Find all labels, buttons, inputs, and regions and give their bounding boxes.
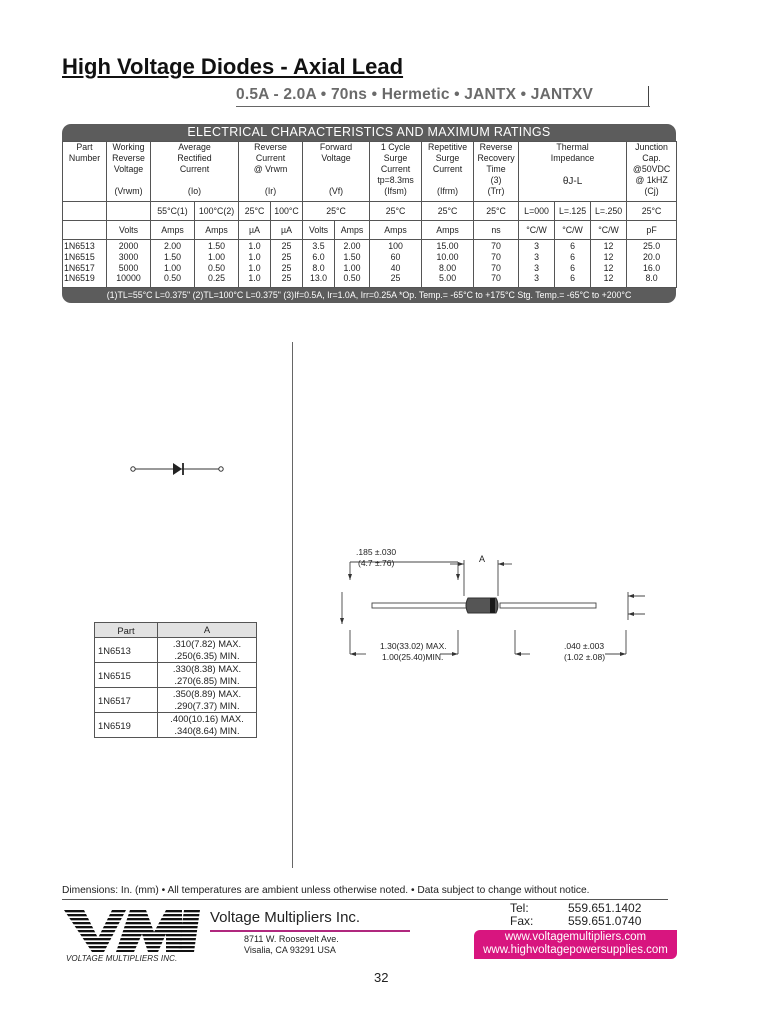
unit-cell: Amps bbox=[370, 221, 422, 240]
condition-cell bbox=[63, 202, 107, 221]
hdr-ifsm: 1 Cycle Surge Current tp=8.3ms (Ifsm) bbox=[370, 142, 422, 202]
web-links bbox=[474, 930, 677, 959]
hdr-thermal bbox=[519, 142, 627, 202]
dim-value bbox=[158, 688, 257, 713]
table-row bbox=[95, 713, 257, 738]
hdr-thermal-symbol: θJ-L bbox=[562, 176, 583, 187]
unit-cell: pF bbox=[627, 221, 677, 240]
lead-dia-mm-label: (1.02 ±.08) bbox=[564, 652, 606, 662]
data-col-ifrm: 15.00 10.00 8.00 5.00 bbox=[422, 240, 474, 288]
data-col-ifsm: 100 60 40 25 bbox=[370, 240, 422, 288]
condition-cell: L=.125 bbox=[555, 202, 591, 221]
diode-symbol bbox=[128, 458, 226, 480]
column-divider bbox=[292, 342, 293, 868]
footer-rule bbox=[62, 899, 668, 900]
body-dim-label: .185 ±.030 bbox=[356, 547, 397, 557]
condition-cell: 55°C(1) bbox=[151, 202, 195, 221]
dim-part: 1N6519 bbox=[95, 713, 158, 738]
data-col-ir-25: 1.0 1.0 1.0 1.0 bbox=[239, 240, 271, 288]
condition-cell: 25°C bbox=[422, 202, 474, 221]
website-link-2[interactable]: www.highvoltagepowersupplies.com bbox=[483, 944, 668, 956]
anode-terminal bbox=[131, 467, 135, 471]
condition-cell: 100°C(2) bbox=[195, 202, 239, 221]
table-row bbox=[95, 638, 257, 663]
data-col-part: 1N6513 1N6515 1N6517 1N6519 bbox=[63, 240, 107, 288]
diode-triangle bbox=[173, 463, 182, 475]
spec-table bbox=[62, 124, 676, 303]
condition-cell: L=000 bbox=[519, 202, 555, 221]
unit-cell bbox=[63, 221, 107, 240]
company-rule bbox=[210, 930, 410, 932]
table-row bbox=[95, 663, 257, 688]
address-line-1: 8711 W. Roosevelt Ave. bbox=[244, 934, 339, 944]
condition-cell bbox=[107, 202, 151, 221]
condition-cell: 25°C bbox=[474, 202, 519, 221]
condition-cell: 25°C bbox=[627, 202, 677, 221]
spec-header-row bbox=[63, 142, 677, 202]
cathode-terminal bbox=[219, 467, 223, 471]
dim-min: .290(7.37) MIN. bbox=[174, 700, 240, 711]
unit-cell: µA bbox=[239, 221, 271, 240]
dimension-table bbox=[94, 622, 257, 738]
dimensions-note: Dimensions: In. (mm) • All temperatures are ambient unless otherwise noted. • Data subject to change without notice. bbox=[62, 885, 590, 896]
dim-min: .250(6.35) MIN. bbox=[174, 650, 240, 661]
lead-length-label: 1.30(33.02) MAX. bbox=[380, 641, 447, 651]
unit-cell: Amps bbox=[151, 221, 195, 240]
dim-max: .350(8.89) MAX. bbox=[172, 688, 242, 699]
company-name: Voltage Multipliers Inc. bbox=[210, 909, 361, 926]
dim-part: 1N6513 bbox=[95, 638, 158, 663]
unit-cell: Volts bbox=[107, 221, 151, 240]
table-row bbox=[95, 688, 257, 713]
unit-cell: °C/W bbox=[519, 221, 555, 240]
data-col-trr: 70 70 70 70 bbox=[474, 240, 519, 288]
hdr-ir: Reverse Current @ Vrwm (Ir) bbox=[239, 142, 303, 202]
spec-footnote: (1)TL=55°C L=0.375" (2)TL=100°C L=0.375" (3)If=0.5A, Ir=1.0A, Irr=0.25A *Op. Temp.= -65°C to +175°C Stg. Temp.= -65°C to +200°C bbox=[62, 288, 676, 303]
logo-caption: VOLTAGE MULTIPLIERS INC. bbox=[66, 954, 178, 963]
subtitle-underline bbox=[236, 106, 650, 107]
data-col-ir-100: 25 25 25 25 bbox=[271, 240, 303, 288]
dim-part: 1N6515 bbox=[95, 663, 158, 688]
data-col-io-55: 2.00 1.50 1.00 0.50 bbox=[151, 240, 195, 288]
condition-cell: L=.250 bbox=[591, 202, 627, 221]
hdr-thermal-text: Thermal Impedance bbox=[550, 142, 595, 163]
dim-value bbox=[158, 638, 257, 663]
data-col-th-125: 6 6 6 6 bbox=[555, 240, 591, 288]
body-dim-mm-label: (4.7 ±.76) bbox=[358, 558, 395, 568]
condition-cell: 25°C bbox=[239, 202, 271, 221]
tel-label: Tel: bbox=[510, 901, 529, 915]
page-number: 32 bbox=[374, 970, 389, 985]
data-col-th-250: 12 12 12 12 bbox=[591, 240, 627, 288]
condition-cell: 25°C bbox=[303, 202, 370, 221]
spec-table-caption: ELECTRICAL CHARACTERISTICS AND MAXIMUM RATINGS bbox=[62, 124, 676, 141]
page-subtitle: 0.5A - 2.0A • 70ns • Hermetic • JANTX • JANTXV bbox=[236, 86, 649, 106]
dim-max: .330(8.38) MAX. bbox=[172, 663, 242, 674]
data-col-cj: 25.0 20.0 16.0 8.0 bbox=[627, 240, 677, 288]
hdr-vrwm: Working Reverse Voltage (Vrwm) bbox=[107, 142, 151, 202]
hdr-ifrm: Repetitive Surge Current (Ifrm) bbox=[422, 142, 474, 202]
lead-length-min-label: 1.00(25.40)MIN. bbox=[382, 652, 444, 662]
spec-conditions-row bbox=[63, 202, 677, 221]
unit-cell: °C/W bbox=[555, 221, 591, 240]
dim-part: 1N6517 bbox=[95, 688, 158, 713]
dim-header-part: Part bbox=[95, 623, 158, 638]
fax-label: Fax: bbox=[510, 914, 534, 928]
lead-dia-label: .040 ±.003 bbox=[564, 641, 605, 651]
condition-cell: 25°C bbox=[370, 202, 422, 221]
dimension-table-header bbox=[95, 623, 257, 638]
spec-units-row bbox=[63, 221, 677, 240]
unit-cell: Amps bbox=[335, 221, 370, 240]
unit-cell: °C/W bbox=[591, 221, 627, 240]
unit-cell: Amps bbox=[422, 221, 474, 240]
data-col-vf-volts: 3.5 6.0 8.0 13.0 bbox=[303, 240, 335, 288]
unit-cell: Volts bbox=[303, 221, 335, 240]
data-col-io-100: 1.50 1.00 0.50 0.25 bbox=[195, 240, 239, 288]
cathode-band bbox=[490, 598, 495, 613]
outline-drawing bbox=[330, 540, 650, 670]
dim-value bbox=[158, 713, 257, 738]
dim-max: .400(10.16) MAX. bbox=[170, 713, 244, 724]
dim-header-a: A bbox=[158, 623, 257, 638]
a-dim-label: A bbox=[479, 554, 486, 564]
hdr-part: Part Number bbox=[63, 142, 107, 202]
dim-min: .270(6.85) MIN. bbox=[174, 675, 240, 686]
website-link-1[interactable]: www.voltagemultipliers.com bbox=[504, 931, 647, 943]
right-lead bbox=[500, 603, 596, 608]
data-col-th-000: 3 3 3 3 bbox=[519, 240, 555, 288]
data-col-vf-amps: 2.00 1.50 1.00 0.50 bbox=[335, 240, 370, 288]
hdr-trr: Reverse Recovery Time (3) (Trr) bbox=[474, 142, 519, 202]
left-lead bbox=[372, 603, 468, 608]
hdr-io: Average Rectified Current (Io) bbox=[151, 142, 239, 202]
vmi-logo bbox=[62, 906, 202, 956]
fax-number: 559.651.0740 bbox=[568, 914, 642, 928]
unit-cell: µA bbox=[271, 221, 303, 240]
dim-min: .340(8.64) MIN. bbox=[174, 725, 240, 736]
dim-max: .310(7.82) MAX. bbox=[172, 638, 242, 649]
spec-data-row bbox=[63, 240, 677, 288]
dim-value bbox=[158, 663, 257, 688]
unit-cell: Amps bbox=[195, 221, 239, 240]
data-col-vrwm: 2000 3000 5000 10000 bbox=[107, 240, 151, 288]
unit-cell: ns bbox=[474, 221, 519, 240]
address-line-2: Visalia, CA 93291 USA bbox=[244, 945, 336, 955]
spec-grid bbox=[62, 141, 677, 288]
hdr-cj: Junction Cap. @50VDC @ 1kHZ (Cj) bbox=[627, 142, 677, 202]
condition-cell: 100°C bbox=[271, 202, 303, 221]
page-title: High Voltage Diodes - Axial Lead bbox=[62, 54, 404, 79]
tel-number: 559.651.1402 bbox=[568, 901, 642, 915]
hdr-vf: Forward Voltage (Vf) bbox=[303, 142, 370, 202]
